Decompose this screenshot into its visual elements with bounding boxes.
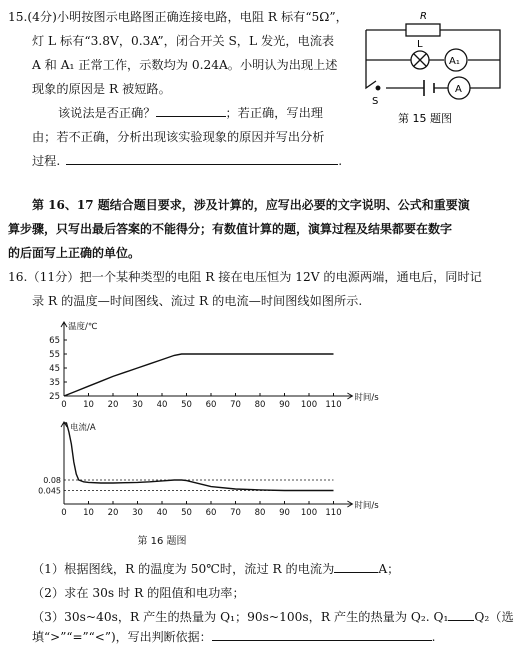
current-x-tick-label: 80 [254,508,266,518]
temp-x-tick-label: 50 [181,400,192,410]
ammeter-a-label: A [455,84,462,95]
temp-x-tick-label: 100 [300,400,318,410]
current-y-tick-label: 0.08 [43,476,61,485]
current-x-tick-label: 90 [279,508,290,518]
temp-x-axis-label: 时间/s [354,393,379,403]
q15-process-end: . [338,154,343,168]
temp-y-axis-label: 温度/℃ [68,322,98,332]
q15-line1: 15.(4分)小明按图示电路图正确连接电路，电阻 R 标有“5Ω”， [8,10,348,24]
q15-line4: 现象的原因是 R 被短路。 [32,82,171,96]
q16-sub3 [32,608,514,625]
current-x-tick-label: 30 [132,508,143,518]
temp-x-tick-label: 20 [107,400,119,410]
temp-x-tick-label: 90 [279,400,290,410]
temp-x-tick-label: 30 [132,400,143,410]
q15-line3: A 和 A₁ 正常工作，示数均为 0.24A。小明认为出现上述 [32,58,338,72]
current-x-tick-label: 20 [107,508,119,518]
q16-sub3-compare-blank[interactable] [448,620,474,621]
temp-y-tick-label: 35 [49,378,60,388]
q15-line7 [32,152,342,169]
current-x-tick-label: 10 [83,508,94,518]
q16-sub1-text: （1）根据图线，R 的温度为 50℃时，流过 R 的电流为 [32,562,335,576]
instructions-line3: 的后面写上正确的单位。 [8,246,141,260]
ammeter-a1-label: A₁ [449,56,460,67]
temp-x-tick-label: 10 [83,400,94,410]
current-x-tick-label: 70 [230,508,241,518]
q15-line6: 由；若不正确，分析出现该实验现象的原因并写出分析 [32,130,325,144]
current-x-tick-label: 40 [156,508,168,518]
q15-process-label: 过程. [32,154,61,168]
q15-question-text: 该说法是否正确？ [58,106,156,120]
q16-sub3-text: （3）30s~40s，R 产生的热量为 Q₁；90s~100s，R 产生的热量为 Q₂. Q₁ [32,610,449,624]
instructions-line2: 算步骤，只写出最后答案的不能得分；有数值计算的题，演算过程及结果都要在数字 [8,222,453,236]
q16-sub1-blank[interactable] [334,572,378,573]
temp-y-tick-label: 65 [49,336,60,346]
temp-x-tick-label: 80 [254,400,266,410]
q16-line1: 16.（11分）把一个某种类型的电阻 R 接在电压恒为 12V 的电源两端，通电后，同时记 [8,270,482,284]
temp-series-line [64,354,334,396]
temp-x-tick-label: 110 [325,400,342,410]
temp-x-tick-label: 60 [205,400,217,410]
q15-circuit-diagram [356,6,512,130]
temp-y-tick-label: 45 [49,364,60,374]
q16-sub1 [32,560,399,577]
current-x-tick-label: 0 [61,508,67,518]
q16-sub3-basis-blank[interactable] [212,640,432,641]
q16-sub3-fill-text: 填“>”“=”“<”)，写出判断依据： [32,630,212,644]
current-x-axis-label: 时间/s [354,501,379,511]
q16-figure-caption: 第 16 题图 [137,536,187,547]
lamp-label: L [417,39,423,50]
q15-line5 [58,104,323,121]
q15-process-blank[interactable] [66,164,338,165]
instructions-line1: 第 16、17 题结合题目要求，涉及计算的，应写出必要的文字说明、公式和重要演 [32,198,470,212]
q16-sub3-line2 [32,628,435,645]
temp-y-tick-label: 25 [49,392,60,402]
temp-x-tick-label: 70 [230,400,241,410]
q16-sub2: （2）求在 30s 时 R 的阻值和电功率； [32,586,245,600]
q15-question-text-2: ；若正确，写出理 [225,106,323,120]
temp-x-tick-label: 40 [156,400,168,410]
resistor-label: R [420,11,427,22]
current-x-tick-label: 50 [181,508,192,518]
q16-sub3-end: . [431,630,436,644]
q16-line2: 录 R 的温度—时间图线、流过 R 的电流—时间图线如图所示. [32,294,363,308]
temp-x-tick-label: 0 [61,400,67,410]
q16-sub3-text-2: Q₂（选 [474,610,514,624]
switch-label: S [372,96,379,107]
temp-y-tick-label: 55 [49,350,60,360]
q16-sub1-unit: A； [378,562,400,576]
current-x-tick-label: 110 [325,508,342,518]
current-x-tick-label: 100 [300,508,318,518]
current-y-axis-label: 电流/A [70,423,96,433]
current-x-tick-label: 60 [205,508,217,518]
q15-line2: 灯 L 标有“3.8V，0.3A”，闭合开关 S，L 发光，电流表 [32,34,335,48]
current-y-tick-label: 0.045 [38,486,61,496]
q15-figure-caption: 第 15 题图 [398,112,452,125]
q15-answer-blank[interactable] [156,116,226,117]
q16-graphs [18,316,379,548]
